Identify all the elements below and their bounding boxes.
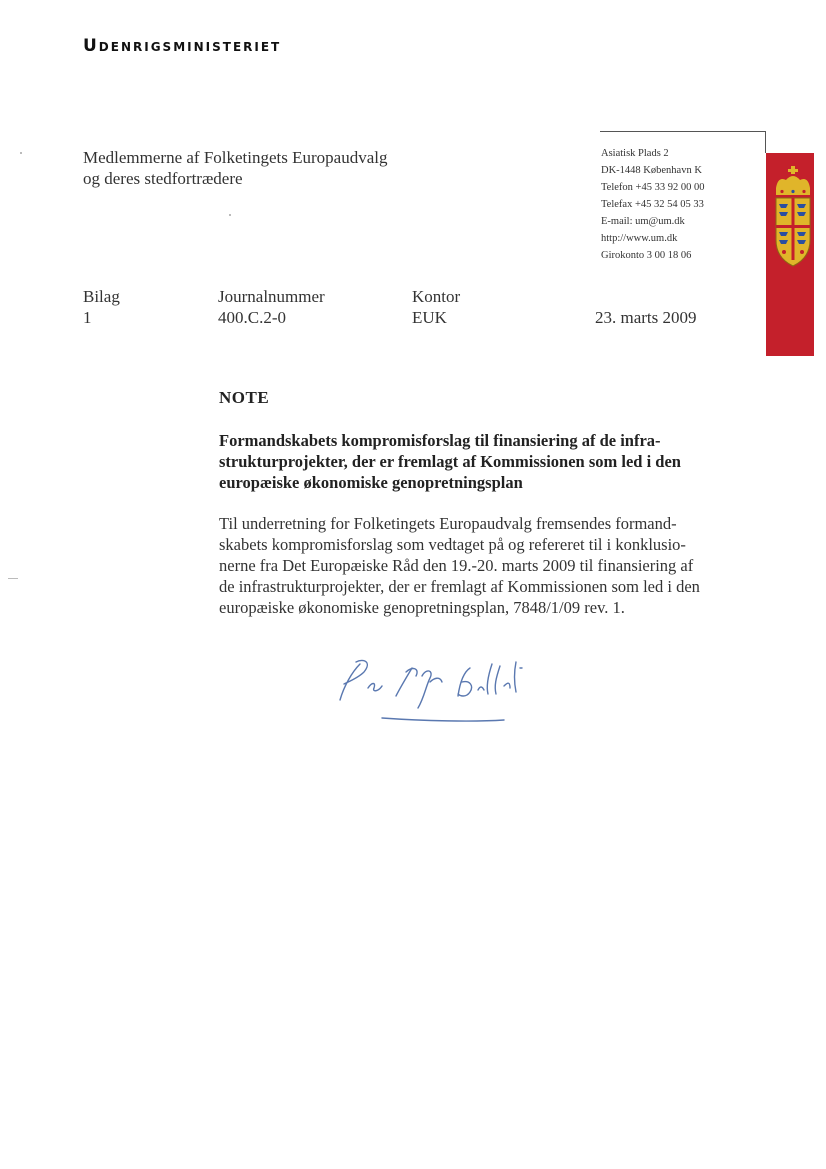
address-line: Telefon +45 33 92 00 00 — [601, 182, 705, 193]
scan-speck — [229, 214, 231, 216]
body-line: skabets kompromisforslag som vedtaget på og refereret til i konklusio- — [219, 535, 686, 554]
recipient-line-1: Medlemmerne af Folketingets Europaudvalg — [83, 148, 388, 167]
subject-line: strukturprojekter, der er fremlagt af Kommissionen som led i den — [219, 452, 681, 471]
document-date: 23. marts 2009 — [595, 308, 697, 327]
body-line: de infrastrukturprojekter, der er fremlagt af Kommissionen som led i den — [219, 577, 700, 596]
kontor-value: EUK — [412, 308, 447, 327]
recipient-line-2: og deres stedfortrædere — [83, 169, 243, 188]
subject-line: europæiske økonomiske genopretningsplan — [219, 473, 523, 492]
ministry-heading: Udenrigsministeriet — [83, 36, 282, 56]
scan-speck — [20, 152, 22, 154]
body-line: nerne fra Det Europæiske Råd den 19.-20. marts 2009 til finansiering af — [219, 556, 694, 575]
bilag-label: Bilag — [83, 287, 120, 306]
address-rule-tick — [765, 131, 766, 153]
royal-crest-icon — [772, 166, 814, 270]
address-line: Asiatisk Plads 2 — [601, 148, 669, 159]
journal-value: 400.C.2-0 — [218, 308, 286, 327]
address-email: E-mail: um@um.dk — [601, 216, 685, 227]
bilag-value: 1 — [83, 308, 92, 327]
address-line: Telefax +45 32 54 05 33 — [601, 199, 704, 210]
subject-line: Formandskabets kompromisforslag til finansiering af de infra- — [219, 431, 661, 450]
kontor-label: Kontor — [412, 287, 461, 306]
address-rule — [600, 131, 766, 132]
body-line: Til underretning for Folketingets Europaudvalg fremsendes formand- — [219, 514, 677, 533]
body-line: europæiske økonomiske genopretningsplan, 7848/1/09 rev. 1. — [219, 598, 625, 617]
address-giro: Girokonto 3 00 18 06 — [601, 250, 692, 261]
journal-label: Journalnummer — [218, 287, 325, 306]
address-line: DK-1448 København K — [601, 165, 702, 176]
handwritten-signature — [334, 642, 544, 742]
address-website: http://www.um.dk — [601, 233, 678, 244]
note-title: NOTE — [219, 388, 270, 407]
scan-speck — [8, 578, 18, 579]
